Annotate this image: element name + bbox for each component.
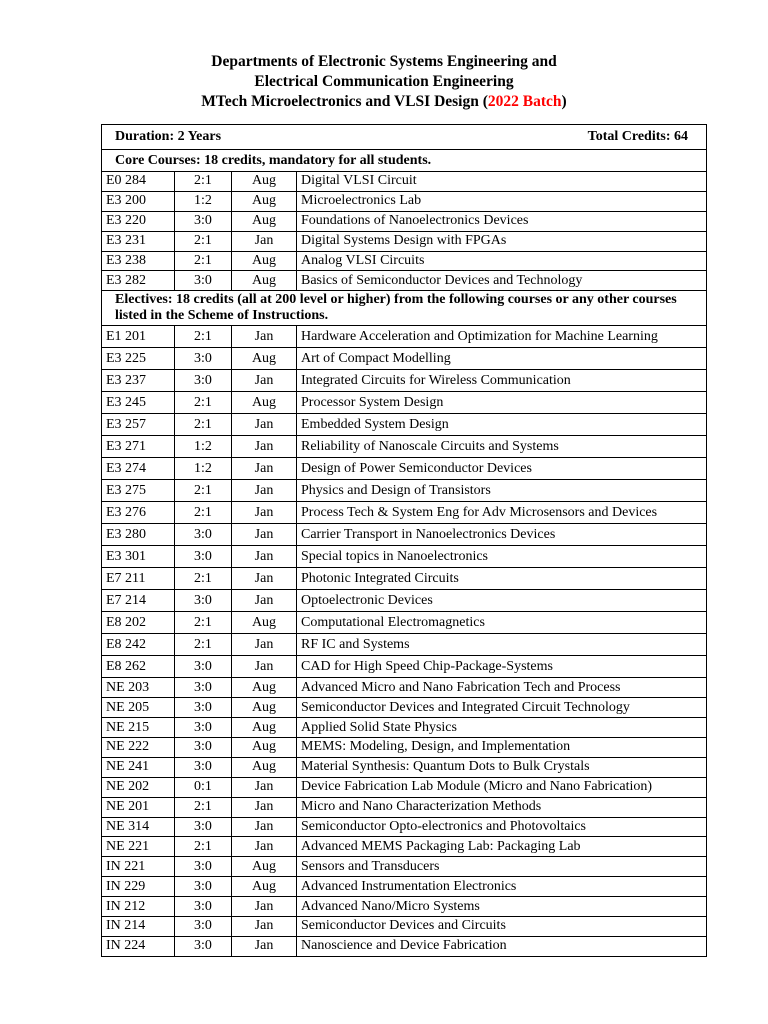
course-row <box>102 458 707 480</box>
program-title-close: ) <box>561 93 567 110</box>
course-title: Computational Electromagnetics <box>297 612 707 634</box>
course-term: Jan <box>232 897 297 917</box>
course-credits: 3:0 <box>175 370 232 392</box>
course-title: Advanced MEMS Packaging Lab: Packaging Lab <box>297 837 707 857</box>
electives-heading: Electives: 18 credits (all at 200 level or higher) from the following courses or any other courses listed in the Scheme of Instructions. <box>102 291 707 326</box>
core-courses-heading-row <box>102 150 707 172</box>
course-title: Digital Systems Design with FPGAs <box>297 231 707 251</box>
course-credits: 2:1 <box>175 251 232 271</box>
course-term: Aug <box>232 251 297 271</box>
course-row <box>102 348 707 370</box>
course-title: Advanced Nano/Micro Systems <box>297 897 707 917</box>
course-row <box>102 897 707 917</box>
course-term: Aug <box>232 857 297 877</box>
course-code: E8 202 <box>102 612 175 634</box>
header-line-1: Departments of Electronic Systems Engineering and <box>211 53 557 70</box>
electives-heading-row <box>102 291 707 326</box>
course-term: Jan <box>232 936 297 956</box>
course-credits: 3:0 <box>175 678 232 698</box>
course-code: IN 229 <box>102 877 175 897</box>
course-row <box>102 738 707 758</box>
course-term: Jan <box>232 797 297 817</box>
course-credits: 3:0 <box>175 718 232 738</box>
course-credits: 2:1 <box>175 797 232 817</box>
course-title: Semiconductor Devices and Integrated Circuit Technology <box>297 698 707 718</box>
course-term: Aug <box>232 877 297 897</box>
course-title: Design of Power Semiconductor Devices <box>297 458 707 480</box>
course-row <box>102 777 707 797</box>
course-term: Aug <box>232 738 297 758</box>
course-credits: 3:0 <box>175 656 232 678</box>
course-row <box>102 546 707 568</box>
core-courses-heading: Core Courses: 18 credits, mandatory for all students. <box>102 150 707 172</box>
course-code: IN 224 <box>102 936 175 956</box>
course-row <box>102 718 707 738</box>
course-term: Jan <box>232 326 297 348</box>
course-title: Process Tech & System Eng for Adv Microsensors and Devices <box>297 502 707 524</box>
course-term: Aug <box>232 211 297 231</box>
course-credits: 3:0 <box>175 271 232 291</box>
course-credits: 3:0 <box>175 897 232 917</box>
course-row <box>102 877 707 897</box>
course-title: Basics of Semiconductor Devices and Technology <box>297 271 707 291</box>
course-title: Processor System Design <box>297 392 707 414</box>
course-code: E3 225 <box>102 348 175 370</box>
course-term: Jan <box>232 502 297 524</box>
course-title: Nanoscience and Device Fabrication <box>297 936 707 956</box>
course-code: NE 215 <box>102 718 175 738</box>
course-credits: 3:0 <box>175 546 232 568</box>
course-code: E3 301 <box>102 546 175 568</box>
course-credits: 3:0 <box>175 738 232 758</box>
course-term: Jan <box>232 837 297 857</box>
course-row <box>102 326 707 348</box>
course-row <box>102 370 707 392</box>
course-term: Jan <box>232 590 297 612</box>
course-title: Micro and Nano Characterization Methods <box>297 797 707 817</box>
course-term: Aug <box>232 191 297 211</box>
course-code: E3 282 <box>102 271 175 291</box>
course-code: NE 314 <box>102 817 175 837</box>
course-code: E1 201 <box>102 326 175 348</box>
course-title: Advanced Micro and Nano Fabrication Tech and Process <box>297 678 707 698</box>
course-credits: 2:1 <box>175 568 232 590</box>
course-code: IN 212 <box>102 897 175 917</box>
course-term: Aug <box>232 718 297 738</box>
course-term: Jan <box>232 231 297 251</box>
course-credits: 1:2 <box>175 458 232 480</box>
course-code: E3 245 <box>102 392 175 414</box>
course-code: E3 271 <box>102 436 175 458</box>
course-row <box>102 392 707 414</box>
course-term: Jan <box>232 480 297 502</box>
course-credits: 2:1 <box>175 326 232 348</box>
course-term: Jan <box>232 436 297 458</box>
course-table <box>101 124 707 957</box>
header-line-2: Electrical Communication Engineering <box>254 73 514 90</box>
course-code: E3 220 <box>102 211 175 231</box>
course-term: Aug <box>232 698 297 718</box>
course-credits: 0:1 <box>175 777 232 797</box>
course-credits: 3:0 <box>175 877 232 897</box>
course-term: Aug <box>232 172 297 192</box>
course-code: E8 262 <box>102 656 175 678</box>
course-credits: 2:1 <box>175 172 232 192</box>
course-title: CAD for High Speed Chip-Package-Systems <box>297 656 707 678</box>
course-title: Digital VLSI Circuit <box>297 172 707 192</box>
course-credits: 3:0 <box>175 857 232 877</box>
course-code: E3 276 <box>102 502 175 524</box>
course-credits: 2:1 <box>175 480 232 502</box>
course-row <box>102 590 707 612</box>
course-credits: 1:2 <box>175 191 232 211</box>
batch-label: 2022 Batch <box>487 93 562 110</box>
course-row <box>102 936 707 956</box>
course-title: Embedded System Design <box>297 414 707 436</box>
course-credits: 2:1 <box>175 612 232 634</box>
course-code: NE 201 <box>102 797 175 817</box>
course-title: Sensors and Transducers <box>297 857 707 877</box>
course-row <box>102 817 707 837</box>
course-row <box>102 436 707 458</box>
course-term: Aug <box>232 757 297 777</box>
course-title: Advanced Instrumentation Electronics <box>297 877 707 897</box>
course-term: Jan <box>232 414 297 436</box>
course-row <box>102 797 707 817</box>
course-term: Aug <box>232 678 297 698</box>
course-term: Aug <box>232 348 297 370</box>
course-code: E3 237 <box>102 370 175 392</box>
course-row <box>102 414 707 436</box>
course-title: Semiconductor Devices and Circuits <box>297 917 707 937</box>
course-title: Device Fabrication Lab Module (Micro and Nano Fabrication) <box>297 777 707 797</box>
course-code: NE 222 <box>102 738 175 758</box>
course-title: Material Synthesis: Quantum Dots to Bulk Crystals <box>297 757 707 777</box>
course-term: Jan <box>232 370 297 392</box>
course-credits: 3:0 <box>175 757 232 777</box>
course-credits: 2:1 <box>175 231 232 251</box>
course-term: Jan <box>232 817 297 837</box>
course-row <box>102 502 707 524</box>
course-row <box>102 231 707 251</box>
course-credits: 2:1 <box>175 392 232 414</box>
course-row <box>102 634 707 656</box>
course-title: Integrated Circuits for Wireless Communication <box>297 370 707 392</box>
course-term: Aug <box>232 271 297 291</box>
course-row <box>102 612 707 634</box>
course-code: E3 257 <box>102 414 175 436</box>
total-credits-label: Total Credits: 64 <box>587 129 688 144</box>
course-title: Optoelectronic Devices <box>297 590 707 612</box>
course-term: Jan <box>232 917 297 937</box>
course-code: NE 202 <box>102 777 175 797</box>
course-title: RF IC and Systems <box>297 634 707 656</box>
course-term: Jan <box>232 458 297 480</box>
course-title: Analog VLSI Circuits <box>297 251 707 271</box>
course-code: NE 241 <box>102 757 175 777</box>
course-title: Photonic Integrated Circuits <box>297 568 707 590</box>
course-title: MEMS: Modeling, Design, and Implementation <box>297 738 707 758</box>
course-credits: 3:0 <box>175 917 232 937</box>
course-term: Jan <box>232 656 297 678</box>
course-title: Carrier Transport in Nanoelectronics Devices <box>297 524 707 546</box>
course-title: Microelectronics Lab <box>297 191 707 211</box>
course-code: E3 280 <box>102 524 175 546</box>
course-credits: 2:1 <box>175 502 232 524</box>
course-row <box>102 271 707 291</box>
duration-label: Duration: 2 Years <box>115 129 222 144</box>
course-credits: 3:0 <box>175 698 232 718</box>
course-code: E3 275 <box>102 480 175 502</box>
course-code: NE 203 <box>102 678 175 698</box>
course-title: Hardware Acceleration and Optimization for Machine Learning <box>297 326 707 348</box>
document-header <box>0 52 768 112</box>
course-code: E3 200 <box>102 191 175 211</box>
course-row <box>102 211 707 231</box>
course-row <box>102 917 707 937</box>
course-credits: 3:0 <box>175 817 232 837</box>
course-row <box>102 172 707 192</box>
header-line-3 <box>0 92 768 112</box>
program-title: MTech Microelectronics and VLSI Design ( <box>201 93 488 110</box>
course-row <box>102 698 707 718</box>
course-row <box>102 524 707 546</box>
course-title: Special topics in Nanoelectronics <box>297 546 707 568</box>
course-code: IN 214 <box>102 917 175 937</box>
course-term: Aug <box>232 392 297 414</box>
course-row <box>102 568 707 590</box>
course-title: Physics and Design of Transistors <box>297 480 707 502</box>
course-row <box>102 251 707 271</box>
course-term: Jan <box>232 546 297 568</box>
course-row <box>102 837 707 857</box>
course-title: Foundations of Nanoelectronics Devices <box>297 211 707 231</box>
course-code: E3 231 <box>102 231 175 251</box>
course-row <box>102 857 707 877</box>
course-term: Aug <box>232 612 297 634</box>
course-term: Jan <box>232 524 297 546</box>
course-code: E7 211 <box>102 568 175 590</box>
course-row <box>102 678 707 698</box>
course-code: IN 221 <box>102 857 175 877</box>
course-code: E3 238 <box>102 251 175 271</box>
course-code: E8 242 <box>102 634 175 656</box>
course-title: Art of Compact Modelling <box>297 348 707 370</box>
course-credits: 3:0 <box>175 590 232 612</box>
course-credits: 3:0 <box>175 211 232 231</box>
course-title: Reliability of Nanoscale Circuits and Systems <box>297 436 707 458</box>
course-credits: 3:0 <box>175 936 232 956</box>
course-term: Jan <box>232 777 297 797</box>
course-row <box>102 191 707 211</box>
duration-row <box>102 125 707 150</box>
course-term: Jan <box>232 568 297 590</box>
course-credits: 3:0 <box>175 348 232 370</box>
course-code: NE 221 <box>102 837 175 857</box>
course-term: Jan <box>232 634 297 656</box>
course-row <box>102 656 707 678</box>
course-title: Semiconductor Opto-electronics and Photovoltaics <box>297 817 707 837</box>
course-code: E3 274 <box>102 458 175 480</box>
course-code: E0 284 <box>102 172 175 192</box>
course-row <box>102 757 707 777</box>
course-code: NE 205 <box>102 698 175 718</box>
course-credits: 3:0 <box>175 524 232 546</box>
course-credits: 2:1 <box>175 634 232 656</box>
course-credits: 2:1 <box>175 837 232 857</box>
course-row <box>102 480 707 502</box>
course-credits: 2:1 <box>175 414 232 436</box>
course-credits: 1:2 <box>175 436 232 458</box>
course-code: E7 214 <box>102 590 175 612</box>
course-title: Applied Solid State Physics <box>297 718 707 738</box>
